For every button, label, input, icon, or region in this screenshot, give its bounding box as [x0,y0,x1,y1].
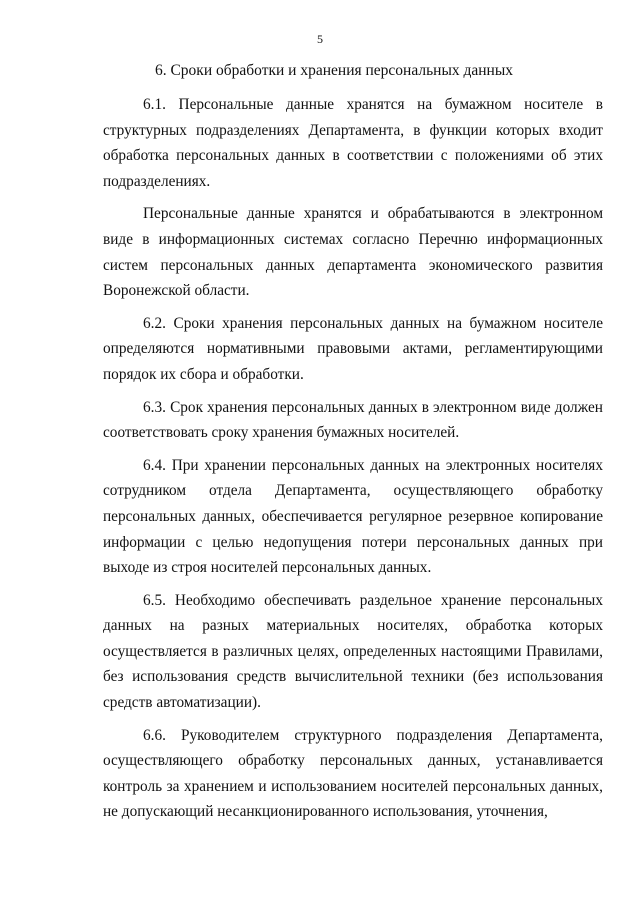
paragraph-6-6: 6.6. Руководителем структурного подразделения Департамента, осуществляющего обработку персональных данных, устанавливается контроль за хранением и использованием носителей персональных данных, не допускающий несанкционированного использования, уточнения, [103,726,603,821]
paragraph-6-3: 6.3. Срок хранения персональных данных в электронном виде должен соответствовать сроку хранения бумажных носителей. [103,398,603,442]
paragraph-6-1-electronic: Персональные данные хранятся и обрабатываются в электронном виде в информационных системах согласно Перечню информационных систем персональных данных департамента экономического развития Воронежской области. [103,205,603,300]
paragraph-6-1: 6.1. Персональные данные хранятся на бумажном носителе в структурных подразделениях Департамента, в функции которых входит обработка персональных данных в соответствии с положениями об этих подразделениях. [103,96,603,190]
document-body [103,92,603,832]
page-number: 5 [317,32,323,46]
paragraph-6-4: 6.4. При хранении персональных данных на электронных носителях сотрудником отдела Департамента, осуществляющего обработку персональных данных, обеспечивается регулярное резервное копирование информации с целью недопущения потери персональных данных при выходе из строя носителей персональных данных. [103,456,603,577]
paragraph-6-2: 6.2. Сроки хранения персональных данных на бумажном носителе определяются нормативными правовыми актами, регламентирующими порядок их сбора и обработки. [103,314,603,383]
paragraph-6-5: 6.5. Необходимо обеспечивать раздельное хранение персональных данных на разных материальных носителях, обработка которых осуществляется в различных целях, определенных настоящими Правилами, без использования средств вычислительной техники (без использования средств автоматизации). [103,591,603,712]
section-title: 6. Сроки обработки и хранения персональных данных [154,62,514,79]
